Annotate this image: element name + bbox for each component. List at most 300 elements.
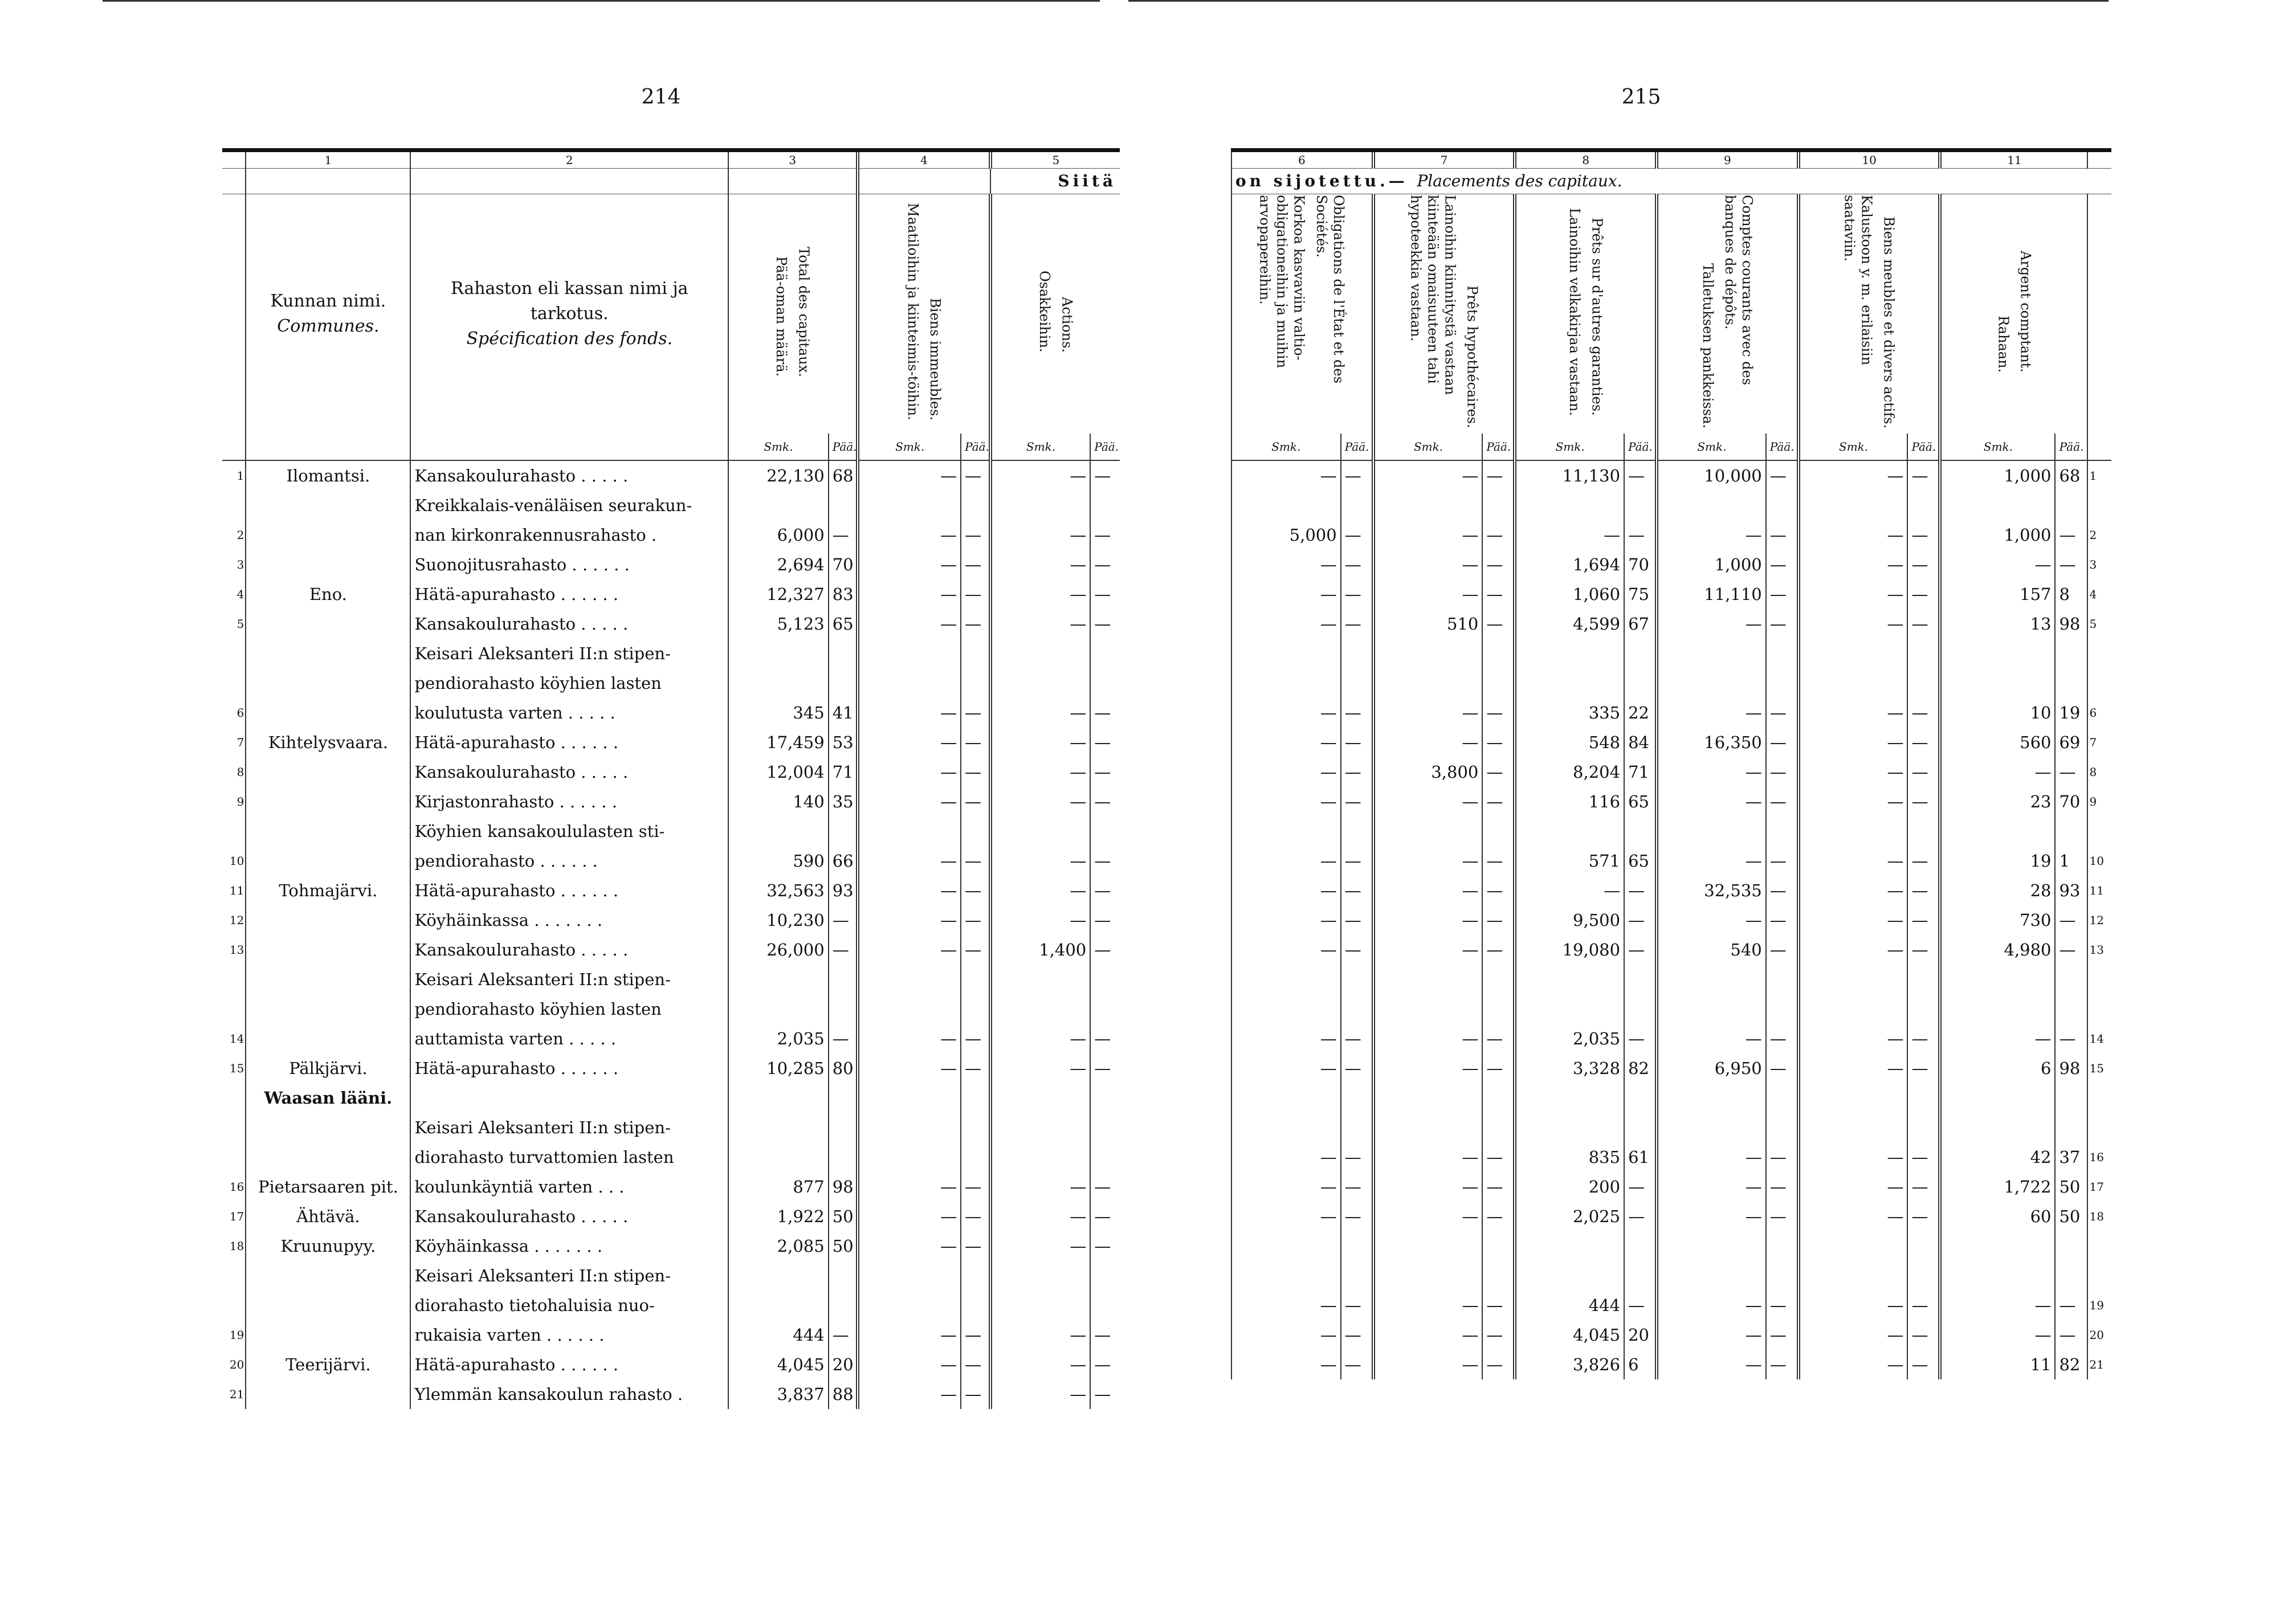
amount-pn: 70 — [1624, 550, 1657, 579]
fund-name — [410, 787, 728, 816]
row-number: 20 — [2087, 1320, 2111, 1350]
amount-mk: 571 — [1515, 816, 1624, 876]
fund-name-line: Köyhien kansakoululasten sti- — [414, 822, 665, 841]
fund-name-line: Kansakoulurahasto . . . . . — [414, 940, 629, 959]
header-rahasto — [410, 194, 728, 434]
amount-mk: — — [990, 579, 1091, 609]
amount-pn: — — [1766, 965, 1799, 1054]
amount-mk: — — [1231, 639, 1341, 728]
header-rahaan-fi: Rahaan. — [1995, 315, 2012, 373]
amount-pn: — — [1482, 1054, 1515, 1083]
amount-pn: — — [961, 1054, 990, 1083]
amount-pn: — — [1907, 550, 1940, 579]
amount-pn: — — [1341, 1054, 1373, 1083]
amount-pn: — — [1090, 787, 1120, 816]
amount-pn: 50 — [2055, 1202, 2087, 1231]
fund-name-line: Köyhäinkassa . . . . . . . — [414, 1236, 603, 1256]
amount-pn: — — [1907, 816, 1940, 876]
table-row — [222, 1350, 1120, 1379]
amount-pn: — — [961, 876, 990, 905]
row-number: 4 — [236, 587, 244, 601]
header-osake-fr: Actions. — [1059, 296, 1075, 353]
amount-pn: — — [1907, 491, 1940, 550]
header-korko-fr: Obligations de l'État et des Sociétés. — [1313, 195, 1347, 383]
amount-mk: 5,000 — [1231, 491, 1341, 550]
header-maa-fr: Biens immeubles. — [927, 297, 944, 420]
amount-pn: 20 — [829, 1350, 858, 1379]
amount-mk: 510 — [1373, 609, 1483, 639]
amount-mk: 730 — [1940, 905, 2055, 935]
amount-pn: — — [1766, 491, 1799, 550]
amount-mk: — — [1799, 639, 1908, 728]
row-number: 21 — [2087, 1350, 2111, 1379]
unit-mk: Smk. — [1657, 434, 1766, 460]
amount-pn: 71 — [829, 757, 858, 787]
amount-pn: 53 — [829, 728, 858, 757]
amount-mk: — — [1799, 1231, 1908, 1320]
amount-mk: — — [1373, 491, 1483, 550]
amount-mk: — — [1657, 1083, 1766, 1172]
table-row — [1231, 1054, 2111, 1083]
amount-mk: — — [858, 935, 961, 965]
amount-mk: — — [990, 1231, 1091, 1261]
commune-name: Kruunupyy. — [246, 1231, 410, 1261]
amount-mk: 3,800 — [1373, 757, 1483, 787]
table-row — [1231, 1172, 2111, 1202]
fund-name-line: pendiorahasto . . . . . . — [414, 851, 598, 871]
amount-pn: — — [1090, 1350, 1120, 1379]
amount-pn: 50 — [829, 1202, 858, 1231]
amount-pn: — — [1907, 1172, 1940, 1202]
col-number: 3 — [728, 150, 858, 169]
amount-mk: — — [1231, 905, 1341, 935]
amount-mk: — — [1231, 609, 1341, 639]
amount-pn: — — [1766, 935, 1799, 965]
unit-mk: Smk. — [1799, 434, 1908, 460]
amount-pn: 65 — [1624, 787, 1657, 816]
fund-name-line: Hätä-apurahasto . . . . . . — [414, 585, 619, 604]
amount-mk: — — [1799, 1172, 1908, 1202]
amount-pn: 71 — [1624, 757, 1657, 787]
row-number: 5 — [2087, 609, 2111, 639]
amount-mk: — — [1231, 816, 1341, 876]
row-number: 18 — [229, 1239, 244, 1253]
amount-mk: 590 — [728, 816, 829, 876]
row-number: 6 — [236, 706, 244, 720]
amount-pn: — — [1482, 816, 1515, 876]
amount-pn: — — [1482, 1083, 1515, 1172]
amount-pn: — — [1766, 639, 1799, 728]
amount-mk: — — [858, 787, 961, 816]
amount-pn: — — [1907, 639, 1940, 728]
amount-mk: 877 — [728, 1113, 829, 1202]
amount-pn: — — [1482, 609, 1515, 639]
header-velka-fi: Lainoihin velkakirjaa vastaan. — [1567, 207, 1583, 416]
amount-mk: — — [1373, 550, 1483, 579]
fund-name — [410, 1202, 728, 1231]
amount-pn: 93 — [829, 876, 858, 905]
amount-mk: — — [858, 460, 961, 491]
commune-name — [246, 816, 410, 876]
amount-pn: 65 — [829, 609, 858, 639]
unit-pn: Pää. — [1341, 434, 1373, 460]
row-number: 12 — [229, 913, 244, 927]
fund-name — [410, 491, 728, 550]
table-row — [222, 550, 1120, 579]
table-row — [222, 460, 1120, 491]
placements-label: Placements des capitaux. — [1417, 172, 1622, 190]
amount-mk: 140 — [728, 787, 829, 816]
amount-pn: — — [961, 550, 990, 579]
commune-name: Kihtelysvaara. — [246, 728, 410, 757]
amount-mk: — — [1373, 905, 1483, 935]
amount-pn: — — [1907, 1202, 1940, 1231]
amount-mk: 1,060 — [1515, 579, 1624, 609]
amount-mk: — — [990, 1054, 1091, 1083]
amount-pn: — — [829, 491, 858, 550]
table-row — [222, 728, 1120, 757]
amount-pn: — — [1341, 905, 1373, 935]
amount-pn: — — [2055, 965, 2087, 1054]
unit-mk: Smk. — [728, 434, 829, 460]
amount-mk: — — [858, 1379, 961, 1409]
amount-pn: — — [961, 460, 990, 491]
fund-name-line: Keisari Aleksanteri II:n stipen- — [414, 1266, 671, 1285]
amount-pn: — — [1341, 491, 1373, 550]
amount-mk: — — [1231, 1083, 1341, 1172]
empty-cell — [410, 1083, 728, 1113]
table-row — [222, 1231, 1120, 1261]
amount-pn: — — [1341, 579, 1373, 609]
commune-name: Teerijärvi. — [246, 1350, 410, 1379]
amount-mk: — — [1373, 1231, 1483, 1320]
empty-cell — [1090, 1083, 1120, 1113]
amount-mk: 4,599 — [1515, 609, 1624, 639]
amount-mk: — — [1657, 905, 1766, 935]
row-number: 4 — [2087, 579, 2111, 609]
amount-mk: — — [1940, 757, 2055, 787]
table-row — [222, 876, 1120, 905]
amount-pn: 50 — [829, 1231, 858, 1261]
table-row — [1231, 757, 2111, 787]
top-rule — [103, 0, 1100, 2]
amount-pn: — — [829, 1261, 858, 1350]
amount-pn: — — [1482, 905, 1515, 935]
amount-mk: — — [1373, 965, 1483, 1054]
amount-pn: — — [1341, 787, 1373, 816]
amount-mk: — — [1373, 579, 1483, 609]
header-kunta — [246, 194, 410, 434]
amount-mk: — — [1657, 491, 1766, 550]
fund-name — [410, 1054, 728, 1083]
amount-mk: — — [1799, 550, 1908, 579]
amount-mk: 1,000 — [1940, 460, 2055, 491]
amount-mk: — — [858, 1113, 961, 1202]
table-row — [1231, 609, 2111, 639]
amount-pn: — — [1766, 728, 1799, 757]
amount-pn: — — [1482, 1320, 1515, 1350]
amount-pn: — — [1482, 1172, 1515, 1202]
fund-name — [410, 1261, 728, 1350]
amount-mk: — — [1231, 876, 1341, 905]
amount-mk: 23 — [1940, 787, 2055, 816]
amount-pn: — — [1766, 1054, 1799, 1083]
header-kiinnitys-fr: Prêts hypothécaires. — [1464, 285, 1481, 428]
amount-mk: 2,025 — [1515, 1202, 1624, 1231]
amount-pn: — — [1624, 876, 1657, 905]
page-number-right: 215 — [1621, 85, 1661, 109]
amount-pn: 67 — [1624, 609, 1657, 639]
amount-pn: — — [1482, 787, 1515, 816]
fund-name — [410, 460, 728, 491]
table-row — [1231, 639, 2111, 728]
amount-mk: — — [1799, 965, 1908, 1054]
amount-pn: — — [1090, 491, 1120, 550]
table-row — [222, 965, 1120, 1054]
amount-mk: — — [1231, 1172, 1341, 1202]
col-number: 7 — [1373, 150, 1515, 169]
empty-cell — [829, 1083, 858, 1113]
amount-mk: 560 — [1940, 728, 2055, 757]
row-number: 10 — [229, 854, 244, 868]
amount-mk: — — [1657, 787, 1766, 816]
amount-mk: — — [1657, 639, 1766, 728]
amount-mk: — — [1799, 1320, 1908, 1350]
amount-mk: — — [990, 728, 1091, 757]
header-maa-fi: Maatiloihin ja kiinteimis-töihin. — [904, 203, 921, 420]
fund-name-line: koulunkäyntiä varten . . . — [414, 1177, 625, 1197]
amount-mk: 11,130 — [1515, 460, 1624, 491]
amount-pn: 22 — [1624, 639, 1657, 728]
commune-name: Tohmajärvi. — [246, 876, 410, 905]
amount-pn: 1 — [2055, 816, 2087, 876]
amount-pn: — — [1766, 1350, 1799, 1379]
row-number: 14 — [2087, 965, 2111, 1054]
row-number: 14 — [229, 1032, 244, 1046]
amount-mk: 17,459 — [728, 728, 829, 757]
col-number: 5 — [990, 150, 1120, 169]
amount-pn: 8 — [2055, 579, 2087, 609]
amount-mk: — — [1799, 1350, 1908, 1379]
amount-mk: — — [1940, 1231, 2055, 1320]
amount-pn: — — [1090, 609, 1120, 639]
amount-mk: — — [1657, 965, 1766, 1054]
header-kiinnitys — [1373, 194, 1515, 434]
table-row — [1231, 1083, 2111, 1172]
col-number: 6 — [1231, 150, 1373, 169]
amount-mk: — — [1231, 550, 1341, 579]
commune-name — [246, 935, 410, 965]
row-number: 7 — [2087, 728, 2111, 757]
unit-pn: Pää. — [1766, 434, 1799, 460]
amount-mk: — — [1799, 579, 1908, 609]
col-number: 11 — [1940, 150, 2087, 169]
col-number: 10 — [1799, 150, 1940, 169]
amount-pn: — — [1907, 728, 1940, 757]
amount-mk: 4,980 — [1940, 935, 2055, 965]
empty-cell — [728, 1083, 829, 1113]
amount-mk: — — [1231, 965, 1341, 1054]
amount-mk: — — [1373, 1083, 1483, 1172]
amount-pn: — — [1766, 876, 1799, 905]
empty-cell — [990, 1083, 1091, 1113]
amount-pn: — — [961, 965, 990, 1054]
empty-cell — [961, 1083, 990, 1113]
row-number: 8 — [236, 765, 244, 779]
unit-pn: Pää. — [1624, 434, 1657, 460]
row-number: 15 — [2087, 1054, 2111, 1083]
fund-name-line: Hätä-apurahasto . . . . . . — [414, 1355, 619, 1374]
amount-mk: — — [1657, 1320, 1766, 1350]
col-number: 9 — [1657, 150, 1799, 169]
table-row — [1231, 1231, 2111, 1320]
row-number: 16 — [2087, 1083, 2111, 1172]
fund-name — [410, 1231, 728, 1261]
table-row — [1231, 965, 2111, 1054]
amount-pn: — — [1090, 460, 1120, 491]
amount-pn: 88 — [829, 1379, 858, 1409]
amount-pn: — — [961, 491, 990, 550]
amount-pn: — — [1090, 935, 1120, 965]
amount-pn: — — [1090, 1261, 1120, 1350]
amount-mk: 2,085 — [728, 1231, 829, 1261]
amount-mk: 6,000 — [728, 491, 829, 550]
amount-mk: — — [1799, 935, 1908, 965]
amount-pn: — — [961, 1113, 990, 1202]
amount-pn: — — [961, 728, 990, 757]
unit-pn: Pää. — [1090, 434, 1120, 460]
commune-name — [246, 491, 410, 550]
fund-name-line: rukaisia varten . . . . . . — [414, 1325, 605, 1345]
amount-pn: — — [1090, 579, 1120, 609]
amount-pn: — — [1090, 757, 1120, 787]
unit-pn: Pää. — [829, 434, 858, 460]
amount-mk: 3,826 — [1515, 1350, 1624, 1379]
amount-mk: 444 — [1515, 1231, 1624, 1320]
header-velka-fr: Prêts sur d'autres garanties. — [1589, 217, 1605, 416]
amount-mk: — — [858, 491, 961, 550]
amount-mk: — — [1799, 757, 1908, 787]
amount-pn: 93 — [2055, 876, 2087, 905]
commune-name — [246, 757, 410, 787]
amount-mk: — — [990, 1350, 1091, 1379]
fund-name-line: Kansakoulurahasto . . . . . — [414, 466, 629, 485]
table-row — [222, 609, 1120, 639]
amount-pn: — — [1766, 1202, 1799, 1231]
amount-pn: — — [1341, 1350, 1373, 1379]
amount-pn: — — [2055, 1231, 2087, 1320]
amount-pn: — — [1624, 905, 1657, 935]
fund-name — [410, 876, 728, 905]
row-number: 13 — [229, 943, 244, 957]
amount-mk: — — [858, 816, 961, 876]
amount-pn: — — [1482, 876, 1515, 905]
amount-pn: — — [1766, 579, 1799, 609]
amount-pn: — — [1090, 728, 1120, 757]
amount-pn: — — [961, 1379, 990, 1409]
amount-mk: 11,110 — [1657, 579, 1766, 609]
amount-mk: — — [1799, 728, 1908, 757]
amount-mk: — — [990, 609, 1091, 639]
amount-pn: — — [829, 965, 858, 1054]
amount-pn: — — [1907, 965, 1940, 1054]
amount-pn: — — [1341, 460, 1373, 491]
fund-name-line: Keisari Aleksanteri II:n stipen- — [414, 1118, 671, 1137]
amount-mk: — — [1799, 1054, 1908, 1083]
amount-pn: — — [1482, 491, 1515, 550]
amount-pn: — — [961, 757, 990, 787]
amount-pn: 84 — [1624, 728, 1657, 757]
amount-mk: — — [1231, 935, 1341, 965]
row-number: 2 — [2087, 491, 2111, 550]
amount-pn: 35 — [829, 787, 858, 816]
amount-pn: — — [1624, 491, 1657, 550]
amount-pn: — — [1482, 460, 1515, 491]
table-row — [1231, 1202, 2111, 1231]
row-number: 15 — [229, 1061, 244, 1075]
amount-pn: 6 — [1624, 1350, 1657, 1379]
amount-pn: — — [1907, 757, 1940, 787]
header-rahaan — [1940, 194, 2087, 434]
fund-name-line: Kreikkalais-venäläisen seurakun- — [414, 496, 692, 515]
amount-pn: — — [961, 1350, 990, 1379]
unit-pn: Pää. — [1907, 434, 1940, 460]
fund-name-line: auttamista varten . . . . . — [414, 1029, 617, 1048]
fund-name — [410, 639, 728, 728]
row-number: 19 — [229, 1328, 244, 1342]
amount-pn: — — [1766, 1083, 1799, 1172]
amount-pn: — — [1482, 1350, 1515, 1379]
header-paaoma-fi: Pää-oman määrä. — [773, 256, 790, 377]
amount-mk: — — [858, 965, 961, 1054]
amount-mk: — — [1657, 1172, 1766, 1202]
fund-name-line: Köyhäinkassa . . . . . . . — [414, 910, 603, 930]
table-row — [1231, 1350, 2111, 1379]
amount-mk: — — [990, 1379, 1091, 1409]
amount-pn: — — [1090, 1113, 1120, 1202]
amount-mk: — — [1373, 1320, 1483, 1350]
amount-mk: 16,350 — [1657, 728, 1766, 757]
amount-pn: — — [961, 639, 990, 728]
commune-name — [246, 1261, 410, 1350]
unit-mk: Smk. — [1515, 434, 1624, 460]
amount-mk: 548 — [1515, 728, 1624, 757]
amount-pn: — — [1341, 1231, 1373, 1320]
amount-pn: 70 — [2055, 787, 2087, 816]
amount-pn: — — [1907, 876, 1940, 905]
row-number: 13 — [2087, 935, 2111, 965]
amount-pn: — — [1341, 1083, 1373, 1172]
amount-mk: — — [1940, 1320, 2055, 1350]
table-row — [222, 491, 1120, 550]
amount-pn: 50 — [2055, 1172, 2087, 1202]
amount-mk: — — [990, 876, 1091, 905]
amount-mk: 10,285 — [728, 1054, 829, 1083]
row-number: 6 — [2087, 639, 2111, 728]
amount-mk: 13 — [1940, 609, 2055, 639]
amount-pn: — — [1482, 1231, 1515, 1320]
row-number: 8 — [2087, 757, 2111, 787]
amount-pn: — — [1482, 579, 1515, 609]
commune-name: Ilomantsi. — [246, 460, 410, 491]
amount-pn: 75 — [1624, 579, 1657, 609]
amount-pn: 37 — [2055, 1083, 2087, 1172]
amount-mk: — — [1231, 728, 1341, 757]
capital-table-left — [222, 148, 1120, 1409]
amount-mk: — — [1231, 1202, 1341, 1231]
row-number: 3 — [2087, 550, 2111, 579]
header-paaoma-fr: Total des capitaux. — [796, 246, 812, 377]
